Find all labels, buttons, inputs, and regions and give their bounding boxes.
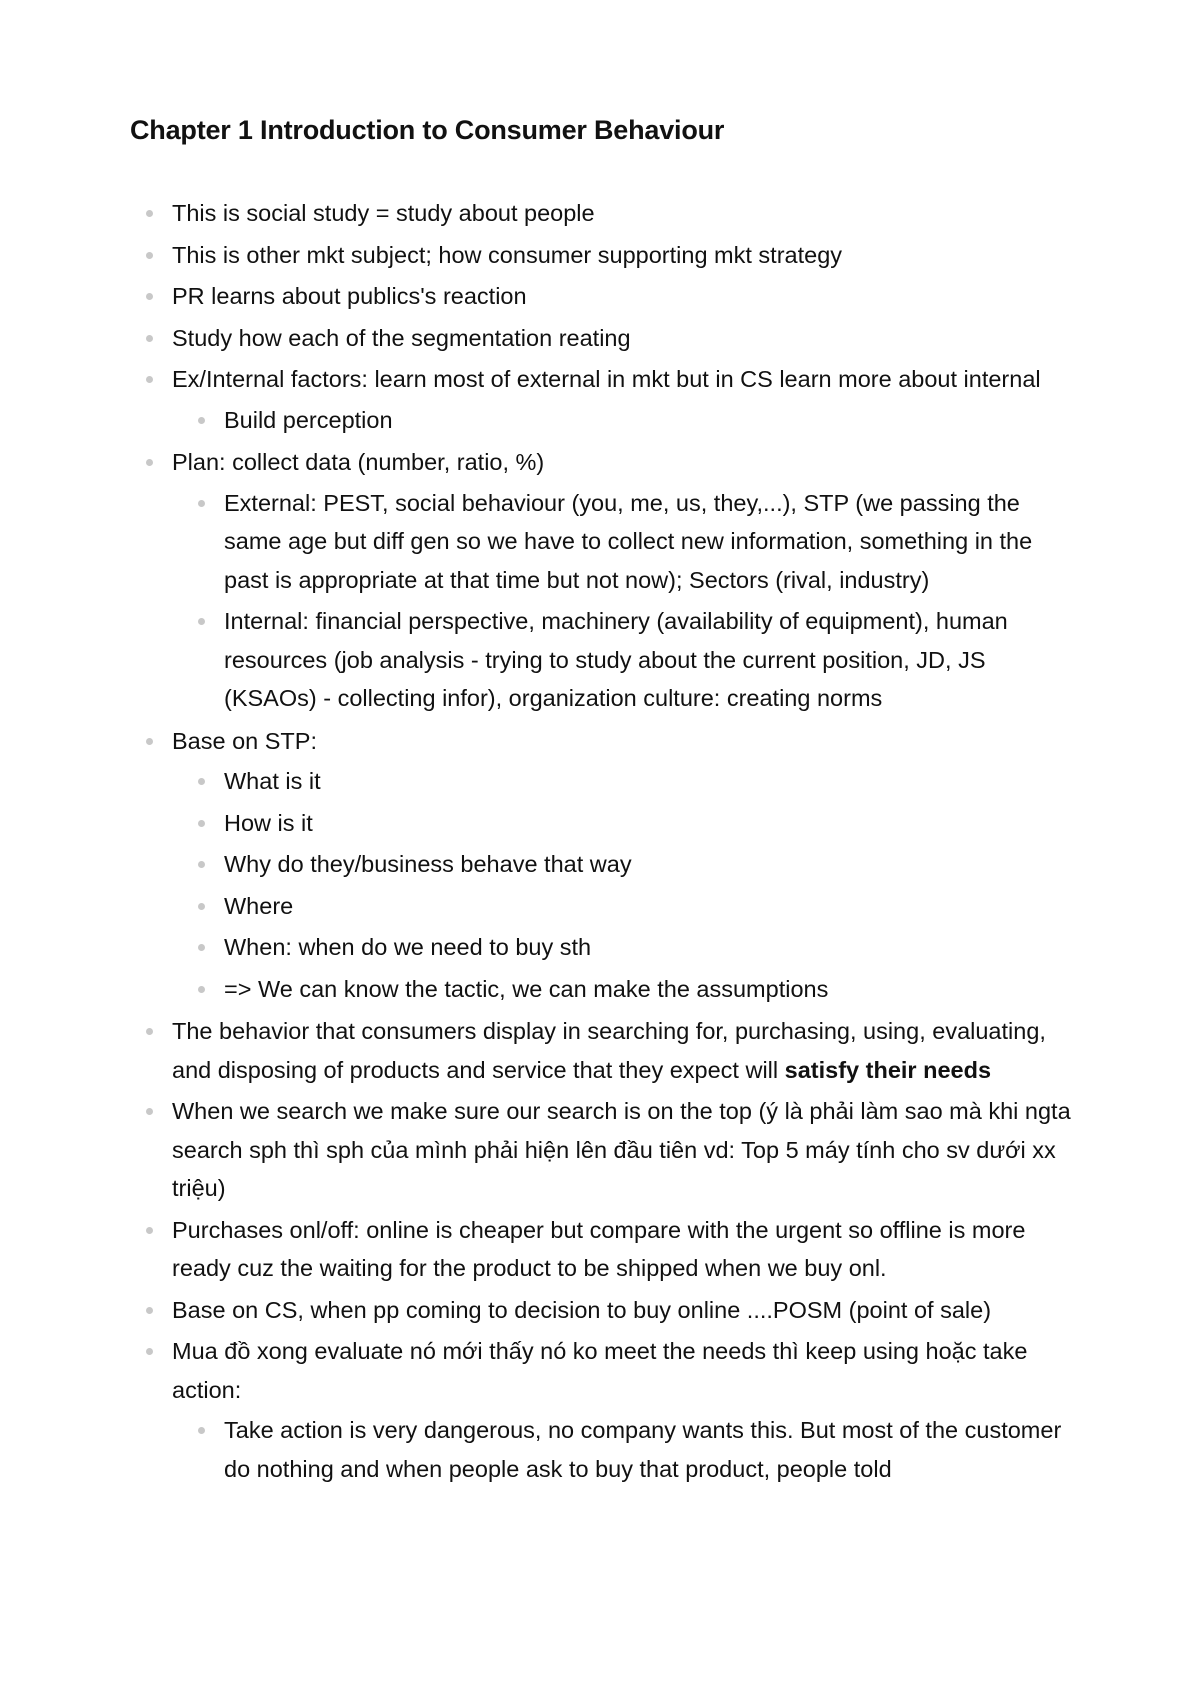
list-item-text: PR learns about publics's reaction [172,283,527,309]
sub-list-item-text: Take action is very dangerous, no company wants this. But most of the customer do nothing and when people ask to buy that product, people told [224,1417,1062,1482]
sub-list-item [224,887,1072,926]
list-item [172,1092,1072,1208]
bullet-dot-icon [198,903,205,910]
list-item-text: Study how each of the segmentation reating [172,324,631,351]
bullet-dot-icon [198,1427,205,1434]
sub-list-item [224,845,1072,884]
list-item [172,1332,1072,1488]
list-item-text: This is other mkt subject; how consumer supporting mkt strategy [172,241,843,268]
list-item-text: Base on CS, when pp coming to decision to buy online ....POSM (point of sale) [172,1296,992,1323]
list-item [172,1012,1072,1089]
list-item [172,319,1072,358]
list-item-text: Mua đồ xong evaluate nó mới thấy nó ko meet the needs thì keep using hoặc take action: [172,1338,1028,1403]
sub-list-item-text: Internal: financial perspective, machinery (availability of equipment), human resources (job analysis - trying to study about the current position, JD, JS (KSAOs) - collecting infor), organization culture: creating norms [224,608,1008,711]
sub-list-item-text: How is it [224,809,313,836]
bullet-dot-icon [198,986,205,993]
sub-list-item-text: When: when do we need to buy sth [224,934,592,960]
bullet-dot-icon [146,1108,153,1115]
list-item-text: The behavior that consumers display in searching for, purchasing, using, evaluating, and disposing of products and service that they expect will [172,1018,1046,1083]
bullet-dot-icon [146,1028,153,1035]
sub-list-item-text: External: PEST, social behaviour (you, me, us, they,...), STP (we passing the same age but diff gen so we have to collect new information, something in the past is appropriate at that time but not now); Sectors (rival, industry) [224,489,1033,593]
bullet-dot-icon [198,861,205,868]
sub-list-item [224,970,1072,1009]
sub-list-item [224,602,1072,718]
list-item-text: This is social study = study about people [172,200,595,226]
bullet-dot-icon [146,459,153,466]
bullet-dot-icon [146,335,153,342]
list-item [172,360,1072,439]
sub-list [224,762,1072,1008]
sub-list-item [224,401,1072,440]
bullet-dot-icon [198,417,205,424]
sub-list-item [224,804,1072,843]
list-item-text: Purchases onl/off: online is cheaper but compare with the urgent so offline is more ready cuz the waiting for the product to be shipped when we buy onl. [172,1216,1026,1281]
sub-list-item-text: Why do they/business behave that way [224,851,632,877]
sub-list-item [224,762,1072,801]
sub-list-item-text: Build perception [224,406,393,433]
list-item-text: Ex/Internal factors: learn most of external in mkt but in CS learn more about internal [172,366,1041,392]
sub-list-item [224,484,1072,600]
bullet-dot-icon [198,778,205,785]
sub-list-item [224,1411,1072,1488]
list-item-text: Plan: collect data (number, ratio, %) [172,449,545,475]
sub-list [224,484,1072,718]
list-item [172,277,1072,316]
sub-list [224,401,1072,440]
sub-list-item-text: => We can know the tactic, we can make the assumptions [224,975,829,1002]
bullet-dot-icon [198,944,205,951]
bullet-dot-icon [146,1227,153,1234]
sub-list-item-text: Where [224,892,294,919]
bullet-dot-icon [146,252,153,259]
list-item [172,443,1072,718]
bullet-dot-icon [146,738,153,745]
list-item-text: Base on STP: [172,727,317,754]
bullet-dot-icon [146,293,153,300]
list-item [172,194,1072,233]
document-title: Chapter 1 Introduction to Consumer Behaviour [130,115,725,145]
bullet-dot-icon [146,1348,153,1355]
bullet-dot-icon [146,210,153,217]
sub-list-item [224,928,1072,967]
bullet-dot-icon [198,500,205,507]
bullet-dot-icon [198,618,205,625]
sub-list-item-text: What is it [224,768,321,794]
list-item-text: When we search we make sure our search is on the top (ý là phải làm sao mà khi ngta search sph thì sph của mình phải hiện lên đầu tiên vd: Top 5 máy tính cho sv dưới xx triệu) [172,1098,1071,1201]
list-item [172,1211,1072,1288]
bullet-dot-icon [198,820,205,827]
list-item [172,1291,1072,1330]
bullet-dot-icon [146,376,153,383]
sub-list [224,1411,1072,1488]
list-item [172,236,1072,275]
bullet-dot-icon [146,1307,153,1314]
bullet-list [172,194,1072,1492]
list-item-bold-text: satisfy their needs [784,1056,992,1083]
list-item [172,722,1072,1009]
